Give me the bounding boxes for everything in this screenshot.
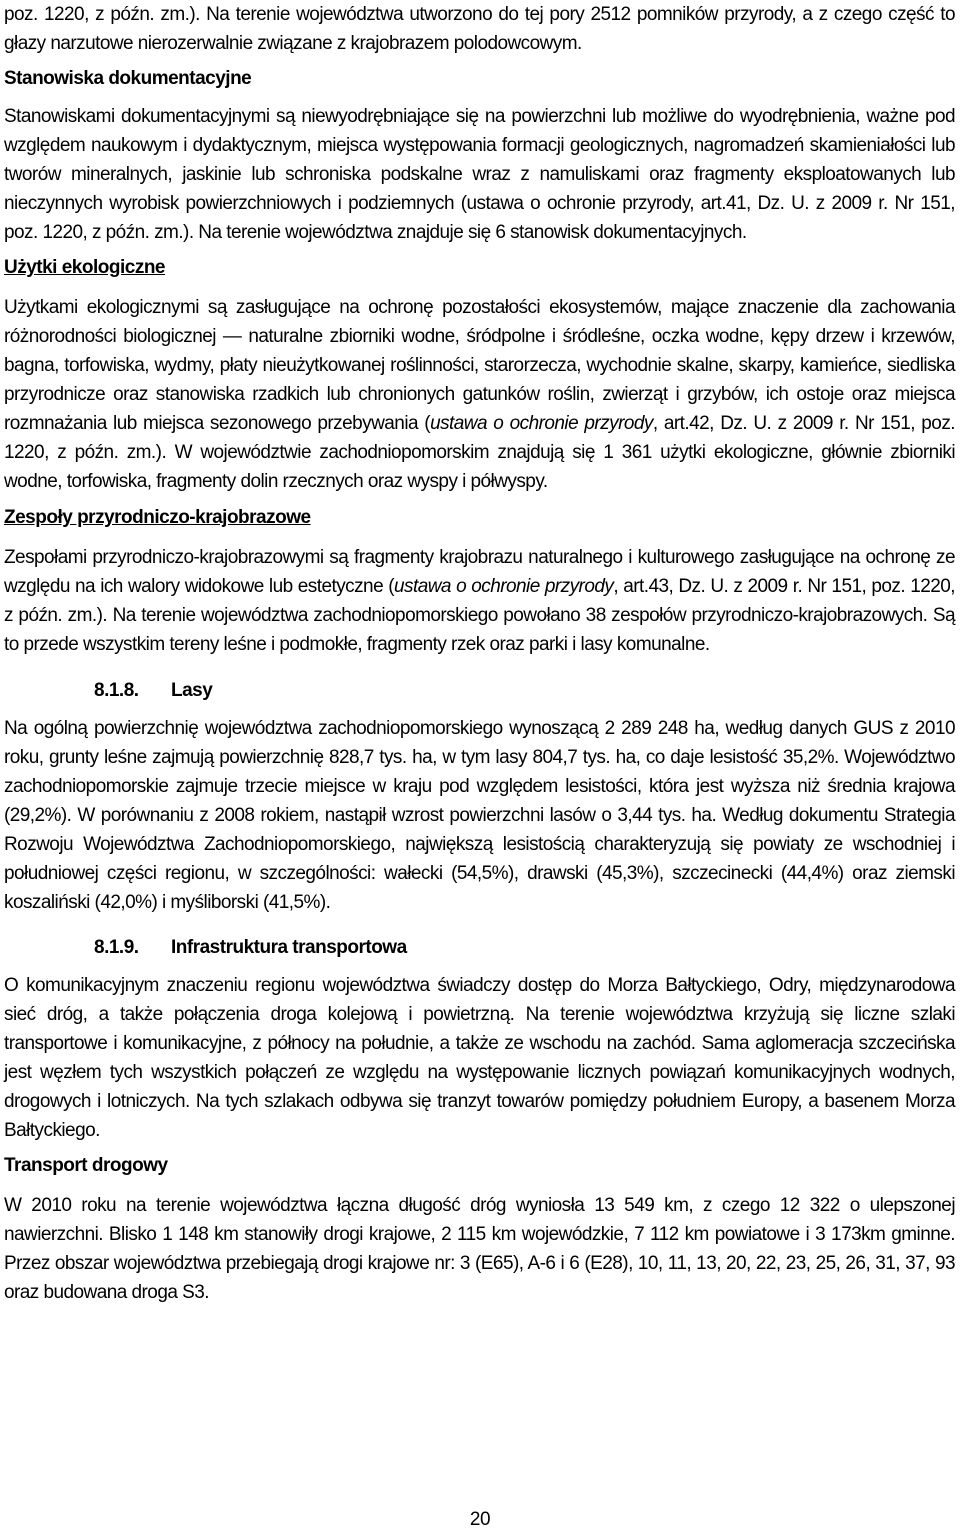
document-page xyxy=(4,0,955,1307)
infrastruktura-paragraph: O komunikacyjnym znaczeniu regionu województwa świadczy dostęp do Morza Bałtyckiego, Odry, międzynarodowa sieć dróg, a także połączenia droga kolejową i powietrzną. Na terenie województwa krzyżują się liczne szlaki transportowe i komunikacyjne, z północy na południe, a także ze wschodu na zachód. Sama aglomeracja szczecińska jest węzłem tych wszystkich połączeń ze względu na występowanie licznych powiązań komunikacyjnych wodnych, drogowych i lotniczych. Na tych szlakach odbywa się tranzyt towarów pomiędzy południem Europy, a basenem Morza Bałtyckiego. xyxy=(4,975,955,1141)
zespoly-text-italic: ustawa o ochronie przyrody xyxy=(394,576,614,597)
zespoly-paragraph xyxy=(4,543,955,659)
uzytki-heading-text: Użytki ekologiczne xyxy=(4,257,165,278)
zespoly-text-after: , art.43, Dz. U. z 2009 r. Nr 151, poz. 1220, z późn. zm.). Na terenie województwa zachodniopomorskiego powołano 38 zespołów przyrodniczo-krajobrazowych. Są to przede wszystkim tereny leśne i podmokłe, fragmenty rzek oraz parki i lasy komunalne. xyxy=(4,576,956,655)
section-heading-lasy xyxy=(4,676,955,705)
section-heading-transport-drogowy: Transport drogowy xyxy=(4,1155,168,1176)
section-heading-uzytki xyxy=(4,253,955,282)
transport-drogowy-paragraph: W 2010 roku na terenie województwa łączna długość dróg wyniosła 13 549 km, z czego 12 322 o ulepszonej nawierzchni. Blisko 1 148 km stanowiły drogi krajowe, 2 115 km wojewódzkie, 7 112 km powiatowe i 3 173km gminne. Przez obszar województwa przebiegają drogi krajowe nr: 3 (E65), A-6 i 6 (E28), 10, 11, 13, 20, 22, 23, 25, 26, 31, 37, 93 oraz budowana droga S3. xyxy=(4,1195,955,1303)
stanowiska-paragraph: Stanowiskami dokumentacyjnymi są niewyodrębniające się na powierzchni lub możliwe do wyodrębnienia, ważne pod względem naukowym i dydaktycznym, miejsca występowania formacji geologicznych, nagromadzeń skamieniałości lub tworów mineralnych, jaskinie lub schroniska podskalne wraz z namuliskami oraz fragmenty eksploatowanych lub nieczynnych wyrobisk powierzchniowych i podziemnych (ustawa o ochronie przyrody, art.41, Dz. U. z 2009 r. Nr 151, poz. 1220, z późn. zm.). Na terenie województwa znajduje się 6 stanowisk dokumentacyjnych. xyxy=(4,106,955,243)
intro-paragraph: poz. 1220, z późn. zm.). Na terenie województwa utworzono do tej pory 2512 pomników przyrody, a z czego część to głazy narzutowe nierozerwalnie związane z krajobrazem polodowcowym. xyxy=(4,4,955,54)
lasy-heading-text: Lasy xyxy=(171,680,213,701)
lasy-paragraph: Na ogólną powierzchnię województwa zachodniopomorskiego wynoszącą 2 289 248 ha, według danych GUS z 2010 roku, grunty leśne zajmują powierzchnię 828,7 tys. ha, w tym lasy 804,7 tys. ha, co daje lesistość 35,2%. Województwo zachodniopomorskie zajmuje trzecie miejsce w kraju pod względem lesistości, która jest wyższa niż średnia krajowa (29,2%). W porównaniu z 2008 rokiem, nastąpił wzrost powierzchni lasów o 3,44 tys. ha. Według dokumentu Strategia Rozwoju Województwa Zachodniopomorskiego, największą lesistością charakteryzują się powiaty ze wschodniej i południowej części regionu, w szczególności: wałecki (54,5%), drawski (45,3%), szczecinecki (44,4%) oraz ziemski koszaliński (42,0%) i myśliborski (41,5%). xyxy=(4,718,955,913)
section-heading-infrastruktura xyxy=(4,933,955,962)
uzytki-text-before: Użytkami ekologicznymi są zasługujące na ochronę pozostałości ekosystemów, mające znaczenie dla zachowania różnorodności biologicznej — naturalne zbiorniki wodne, śródpolne i śródleśne, oczka wodne, kępy drzew i krzewów, bagna, torfowiska, wydmy, płaty nieużytkowanej roślinności, starorzecza, wychodnie skalne, skarpy, kamieńce, siedliska przyrodnicze oraz stanowiska rzadkich lub chronionych gatunków roślin, zwierząt i grzybów, ich ostoje oraz miejsca rozmnażania lub miejsca sezonowego przebywania ( xyxy=(4,297,955,434)
section-heading-stanowiska: Stanowiska dokumentacyjne xyxy=(4,68,252,89)
zespoly-text-before: Zespołami przyrodniczo-krajobrazowymi są fragmenty krajobrazu naturalnego i kulturowego zasługujące na ochronę ze względu na ich walory widokowe lub estetyczne ( xyxy=(4,547,955,597)
zespoly-heading-text: Zespoły przyrodniczo-krajobrazowe xyxy=(4,507,311,528)
lasy-number: 8.1.8. xyxy=(94,680,139,701)
uzytki-text-italic: ustawa o ochronie przyrody xyxy=(430,413,653,434)
page-number: 20 xyxy=(469,1509,491,1530)
infrastruktura-heading-text: Infrastruktura transportowa xyxy=(171,937,407,958)
infrastruktura-number: 8.1.9. xyxy=(94,937,139,958)
section-heading-zespoly xyxy=(4,503,955,532)
uzytki-text-after: , art.42, Dz. U. z 2009 r. Nr 151, poz. 1220, z późn. zm.). W województwie zachodniopomorskim znajdują się 1 361 użytki ekologiczne, głównie zbiorniki wodne, torfowiska, fragmenty dolin rzecznych oraz wyspy i półwyspy. xyxy=(4,413,955,492)
uzytki-paragraph xyxy=(4,293,955,496)
